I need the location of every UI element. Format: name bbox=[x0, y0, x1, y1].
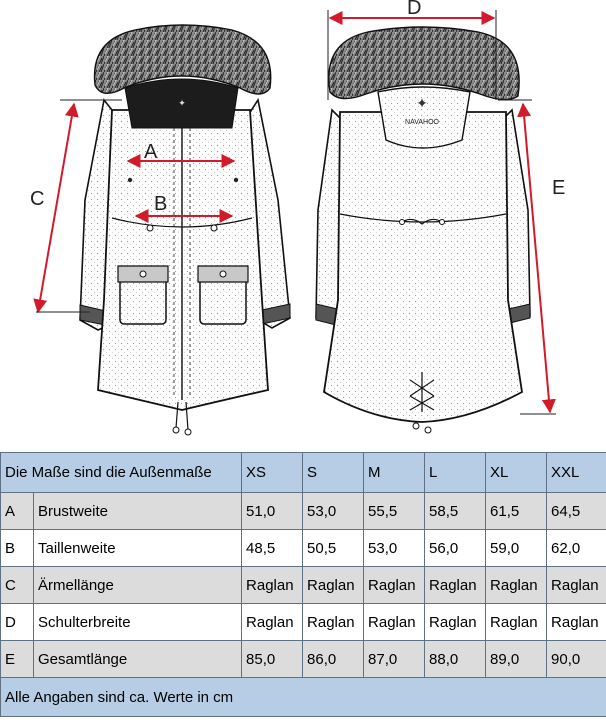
table-cell: 48,5 bbox=[242, 530, 303, 567]
brand-logo-text: NAVAHOO bbox=[405, 119, 439, 126]
table-cell: Raglan bbox=[303, 567, 364, 604]
table-footer-note: Alle Angaben sind ca. Werte in cm bbox=[1, 678, 606, 717]
row-name: Taillenweite bbox=[34, 530, 242, 567]
label-c: C bbox=[30, 188, 45, 210]
svg-text:✦: ✦ bbox=[178, 98, 186, 108]
size-header: XS bbox=[242, 453, 303, 493]
label-d: D bbox=[407, 0, 422, 19]
table-cell: Raglan bbox=[486, 604, 547, 641]
table-cell: 56,0 bbox=[425, 530, 486, 567]
size-header: XXL bbox=[547, 453, 606, 493]
table-cell: Raglan bbox=[303, 604, 364, 641]
size-header: S bbox=[303, 453, 364, 493]
table-cell: Raglan bbox=[364, 567, 425, 604]
size-header: L bbox=[425, 453, 486, 493]
table-cell: 62,0 bbox=[547, 530, 606, 567]
table-cell: 59,0 bbox=[486, 530, 547, 567]
row-name: Schulterbreite bbox=[34, 604, 242, 641]
row-code: A bbox=[1, 493, 34, 530]
table-cell: 61,5 bbox=[486, 493, 547, 530]
svg-text:✦: ✦ bbox=[416, 95, 428, 111]
row-name: Gesamtlänge bbox=[34, 641, 242, 678]
table-cell: Raglan bbox=[425, 604, 486, 641]
row-name: Ärmellänge bbox=[34, 567, 242, 604]
row-name: Brustweite bbox=[34, 493, 242, 530]
table-cell: 90,0 bbox=[547, 641, 606, 678]
size-header: M bbox=[364, 453, 425, 493]
table-cell: Raglan bbox=[547, 604, 606, 641]
table-cell: Raglan bbox=[486, 567, 547, 604]
table-cell: 64,5 bbox=[547, 493, 606, 530]
front-body bbox=[98, 110, 268, 410]
table-footer-row bbox=[1, 678, 606, 717]
table-cell: 53,0 bbox=[364, 530, 425, 567]
row-code: C bbox=[1, 567, 34, 604]
table-cell: 87,0 bbox=[364, 641, 425, 678]
label-b: B bbox=[154, 193, 168, 215]
table-cell: 53,0 bbox=[303, 493, 364, 530]
table-cell: Raglan bbox=[547, 567, 606, 604]
table-cell: Raglan bbox=[425, 567, 486, 604]
label-a: A bbox=[144, 141, 158, 163]
table-cell: 51,0 bbox=[242, 493, 303, 530]
table-cell: 50,5 bbox=[303, 530, 364, 567]
row-code: D bbox=[1, 604, 34, 641]
row-code: E bbox=[1, 641, 34, 678]
table-cell: 88,0 bbox=[425, 641, 486, 678]
table-cell: 89,0 bbox=[486, 641, 547, 678]
jacket-front-view bbox=[80, 25, 290, 435]
label-e: E bbox=[552, 177, 566, 199]
table-row bbox=[1, 604, 606, 641]
jacket-back-view bbox=[316, 27, 530, 433]
size-table bbox=[0, 452, 606, 717]
table-cell: 55,5 bbox=[364, 493, 425, 530]
table-row bbox=[1, 641, 606, 678]
table-row bbox=[1, 493, 606, 530]
table-cell: 85,0 bbox=[242, 641, 303, 678]
back-body bbox=[324, 112, 522, 422]
table-header-label: Die Maße sind die Außenmaße bbox=[1, 453, 242, 493]
table-row bbox=[1, 530, 606, 567]
table-row bbox=[1, 567, 606, 604]
size-header: XL bbox=[486, 453, 547, 493]
table-cell: 58,5 bbox=[425, 493, 486, 530]
row-code: B bbox=[1, 530, 34, 567]
table-cell: Raglan bbox=[242, 604, 303, 641]
table-header-row bbox=[1, 453, 606, 493]
table-cell: Raglan bbox=[242, 567, 303, 604]
table-cell: Raglan bbox=[364, 604, 425, 641]
table-cell: 86,0 bbox=[303, 641, 364, 678]
